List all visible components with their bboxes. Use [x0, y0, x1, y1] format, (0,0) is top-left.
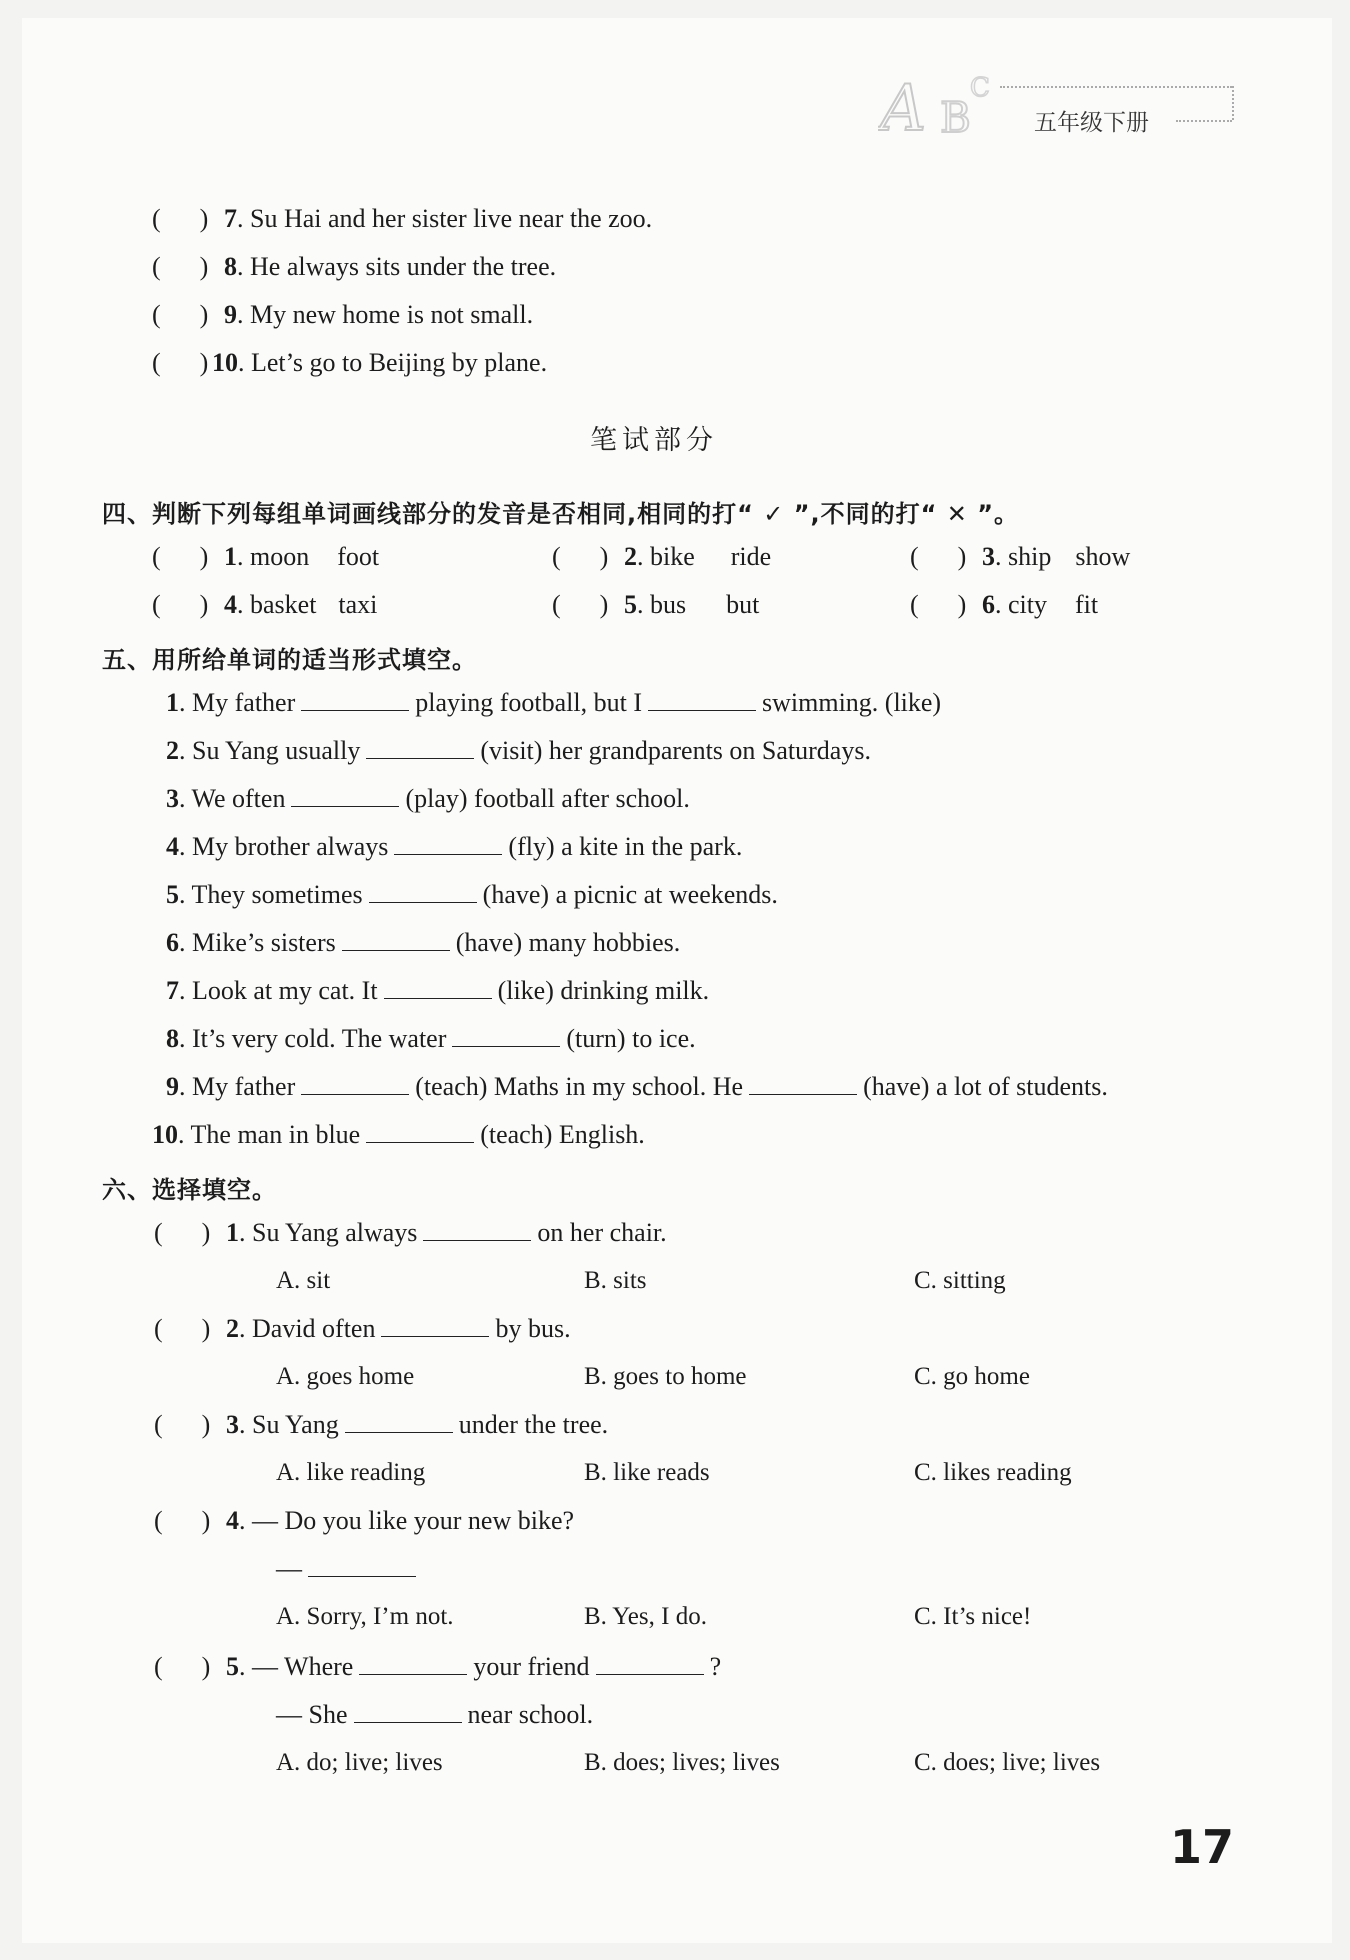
- item-text: . My brother always: [179, 832, 389, 861]
- question-text: under the tree.: [458, 1410, 609, 1439]
- item-text: . We often: [179, 784, 286, 813]
- option-c[interactable]: C. likes reading: [914, 1459, 1072, 1486]
- item-text: (have) a picnic at weekends.: [482, 880, 778, 909]
- answer-blank[interactable]: [394, 832, 502, 855]
- item-text: . My new home is not small.: [237, 300, 534, 329]
- answer-blank[interactable]: [423, 1218, 531, 1241]
- section5-title: 五、用所给单词的适当形式填空。: [102, 646, 477, 674]
- item-number: 1: [226, 1218, 239, 1247]
- item-number: 1: [166, 688, 179, 717]
- option-c[interactable]: C. It’s nice!: [914, 1603, 1032, 1630]
- written-part-title: 笔试部分: [590, 425, 718, 456]
- item-number: 7: [224, 204, 237, 233]
- header-dotted-rule-end: [1232, 86, 1234, 120]
- item-number: 3: [226, 1410, 239, 1439]
- answer-paren[interactable]: ( ): [152, 590, 209, 619]
- item-text: . Mike’s sisters: [179, 928, 336, 957]
- item-number: 3: [982, 542, 995, 571]
- item-number: 3: [166, 784, 179, 813]
- option-b[interactable]: B. goes to home: [584, 1363, 747, 1390]
- option-a[interactable]: A. do; live; lives: [276, 1749, 443, 1776]
- answer-paren[interactable]: ( ): [910, 590, 967, 619]
- item-number: 8: [224, 252, 237, 281]
- option-b[interactable]: B. like reads: [584, 1459, 710, 1486]
- answer-blank[interactable]: [308, 1554, 416, 1577]
- word-1: bike: [650, 542, 695, 571]
- option-a[interactable]: A. goes home: [276, 1363, 415, 1390]
- item-text: . Su Hai and her sister live near the zoo.: [237, 204, 653, 233]
- item-number: 8: [166, 1024, 179, 1053]
- dash: —: [276, 1554, 302, 1583]
- page-number: 17: [1170, 1820, 1235, 1874]
- option-c[interactable]: C. does; live; lives: [914, 1749, 1101, 1776]
- question-text: on her chair.: [537, 1218, 667, 1247]
- item-text: (fly) a kite in the park.: [508, 832, 743, 861]
- option-c[interactable]: C. go home: [914, 1363, 1030, 1390]
- word-2: ride: [730, 542, 772, 571]
- answer-blank[interactable]: [345, 1410, 453, 1433]
- item-text: (like) drinking milk.: [497, 976, 710, 1005]
- question-text: your friend: [473, 1652, 590, 1681]
- item-number: 2: [166, 736, 179, 765]
- option-a[interactable]: A. like reading: [276, 1459, 426, 1486]
- item-text: . My father: [179, 688, 296, 717]
- question-text: . — Do you like your new bike?: [239, 1506, 575, 1535]
- answer-blank[interactable]: [342, 928, 450, 951]
- item-text: (have) many hobbies.: [455, 928, 681, 957]
- answer-paren[interactable]: ( ): [152, 348, 209, 377]
- word-2: show: [1075, 542, 1131, 571]
- answer-blank[interactable]: [366, 736, 474, 759]
- answer-blank[interactable]: [648, 688, 756, 711]
- option-a[interactable]: A. sit: [276, 1267, 331, 1294]
- sec4-item: ( ) 5. bus but: [552, 588, 759, 622]
- question-text: . Su Yang: [239, 1410, 339, 1439]
- reply-line: [276, 1698, 593, 1732]
- answer-blank[interactable]: [452, 1024, 560, 1047]
- option-a[interactable]: A. Sorry, I’m not.: [276, 1603, 454, 1630]
- fill-item: [166, 926, 680, 960]
- choice-question: [154, 1408, 608, 1442]
- item-number: 4: [166, 832, 179, 861]
- answer-blank[interactable]: [596, 1652, 704, 1675]
- question-text: . David often: [239, 1314, 376, 1343]
- header-dotted-tail: [1176, 120, 1232, 122]
- word-2: foot: [337, 542, 380, 571]
- answer-blank[interactable]: [359, 1652, 467, 1675]
- reply-text: — She: [276, 1700, 348, 1729]
- item-number: 1: [224, 542, 237, 571]
- question-text: ?: [709, 1652, 722, 1681]
- item-text: . Look at my cat. It: [179, 976, 378, 1005]
- sec4-item: ( ) 4. basket taxi: [152, 588, 377, 622]
- fill-item: [166, 878, 778, 912]
- answer-blank[interactable]: [301, 1072, 409, 1095]
- sec4-item: ( ) 6. city fit: [910, 588, 1098, 622]
- listening-item: [152, 250, 556, 284]
- reply-line: [276, 1552, 422, 1586]
- item-text: . They sometimes: [179, 880, 363, 909]
- abc-logo: [878, 62, 998, 147]
- answer-paren[interactable]: ( ): [910, 542, 967, 571]
- choice-question: [154, 1650, 721, 1684]
- item-text: (have) a lot of students.: [863, 1072, 1108, 1101]
- answer-paren[interactable]: ( ): [154, 1410, 211, 1439]
- item-number: 4: [226, 1506, 239, 1535]
- choice-question: [154, 1504, 574, 1538]
- item-text: . He always sits under the tree.: [237, 252, 557, 281]
- option-b[interactable]: B. sits: [584, 1267, 647, 1294]
- answer-paren[interactable]: ( ): [152, 542, 209, 571]
- item-number: 10: [152, 1120, 178, 1149]
- fill-item: [166, 734, 871, 768]
- grade-label: 五年级下册: [1034, 110, 1149, 136]
- word-2: fit: [1075, 590, 1099, 619]
- item-number: 2: [226, 1314, 239, 1343]
- item-text: swimming. (like): [762, 688, 942, 717]
- item-number: 4: [224, 590, 237, 619]
- question-text: . Su Yang always: [239, 1218, 418, 1247]
- item-number: 9: [166, 1072, 179, 1101]
- item-number: 7: [166, 976, 179, 1005]
- answer-blank[interactable]: [384, 976, 492, 999]
- listening-item: [152, 202, 652, 236]
- listening-item: [152, 346, 547, 380]
- answer-paren[interactable]: ( ): [152, 252, 209, 281]
- word-1: basket: [250, 590, 317, 619]
- choice-question: [154, 1312, 571, 1346]
- answer-blank[interactable]: [354, 1700, 462, 1723]
- word-1: bus: [650, 590, 687, 619]
- option-c[interactable]: C. sitting: [914, 1267, 1006, 1294]
- fill-item: [166, 830, 742, 864]
- answer-paren[interactable]: ( ): [152, 300, 209, 329]
- section6-title: 六、选择填空。: [102, 1176, 277, 1204]
- sec4-item: ( ) 1. moon foot: [152, 540, 379, 574]
- word-1: moon: [250, 542, 310, 571]
- item-text: . Let’s go to Beijing by plane.: [238, 348, 548, 377]
- option-b[interactable]: B. does; lives; lives: [584, 1749, 780, 1776]
- item-text: . It’s very cold. The water: [179, 1024, 447, 1053]
- fill-item: [166, 1022, 696, 1056]
- word-1: city: [1008, 590, 1047, 619]
- answer-paren[interactable]: ( ): [154, 1652, 211, 1681]
- item-text: (play) football after school.: [405, 784, 690, 813]
- question-text: . — Where: [239, 1652, 354, 1681]
- answer-paren[interactable]: ( ): [152, 204, 209, 233]
- answer-blank[interactable]: [301, 688, 409, 711]
- item-number: 9: [224, 300, 237, 329]
- answer-paren[interactable]: ( ): [154, 1314, 211, 1343]
- answer-blank[interactable]: [381, 1314, 489, 1337]
- item-text: . Su Yang usually: [179, 736, 361, 765]
- svg-text:A: A: [880, 72, 927, 142]
- item-text: . My father: [179, 1072, 296, 1101]
- option-b[interactable]: B. Yes, I do.: [584, 1603, 707, 1630]
- header-dotted-rule: [1000, 86, 1232, 88]
- item-text: (visit) her grandparents on Saturdays.: [480, 736, 871, 765]
- question-text: by bus.: [495, 1314, 571, 1343]
- item-text: (teach) Maths in my school. He: [415, 1072, 744, 1101]
- answer-paren[interactable]: ( ): [154, 1506, 211, 1535]
- answer-blank[interactable]: [369, 880, 477, 903]
- item-number: 6: [166, 928, 179, 957]
- item-number: 5: [226, 1652, 239, 1681]
- word-2: taxi: [338, 590, 378, 619]
- item-number: 6: [982, 590, 995, 619]
- item-text: playing football, but I: [415, 688, 642, 717]
- fill-item: [166, 782, 690, 816]
- answer-paren[interactable]: ( ): [552, 542, 609, 571]
- answer-paren[interactable]: ( ): [552, 590, 609, 619]
- answer-blank[interactable]: [749, 1072, 857, 1095]
- answer-blank[interactable]: [366, 1120, 474, 1143]
- section4-title: 四、判断下列每组单词画线部分的发音是否相同,相同的打“ ✓ ”,不同的打“ ✕ ”。: [102, 500, 1019, 528]
- item-number: 10: [212, 348, 238, 377]
- sec4-item: ( ) 3. ship show: [910, 540, 1130, 574]
- item-number: 5: [166, 880, 179, 909]
- sec4-item: ( ) 2. bike ride: [552, 540, 771, 574]
- reply-text: near school.: [467, 1700, 594, 1729]
- fill-item: [166, 686, 941, 720]
- item-text: . The man in blue: [178, 1120, 361, 1149]
- answer-paren[interactable]: ( ): [154, 1218, 211, 1247]
- item-text: (teach) English.: [480, 1120, 645, 1149]
- svg-text:C: C: [970, 73, 990, 103]
- item-number: 5: [624, 590, 637, 619]
- fill-item: [152, 1118, 645, 1152]
- word-1: ship: [1008, 542, 1052, 571]
- word-2: but: [726, 590, 760, 619]
- answer-blank[interactable]: [291, 784, 399, 807]
- fill-item: [166, 1070, 1108, 1104]
- item-number: 2: [624, 542, 637, 571]
- fill-item: [166, 974, 709, 1008]
- listening-item: [152, 298, 533, 332]
- item-text: (turn) to ice.: [566, 1024, 696, 1053]
- svg-text:B: B: [940, 93, 971, 142]
- abc-logo-graphic: [878, 62, 998, 142]
- choice-question: [154, 1216, 667, 1250]
